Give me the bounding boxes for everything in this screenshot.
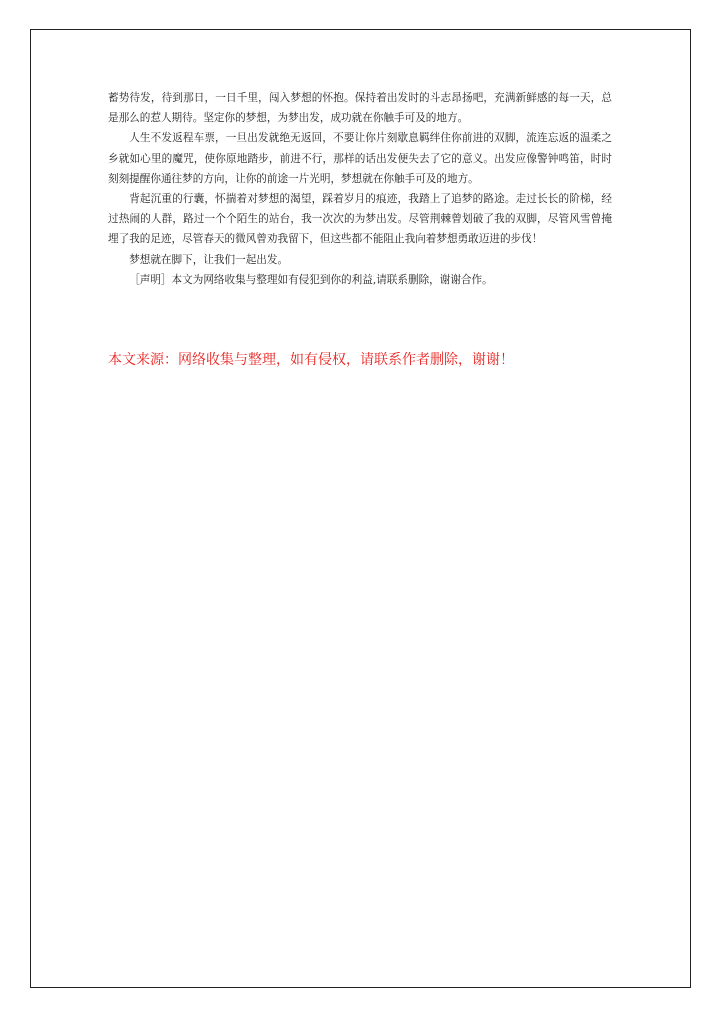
document-body [108, 88, 612, 290]
source-note: 本文来源：网络收集与整理，如有侵权，请联系作者删除，谢谢！ [108, 352, 514, 368]
disclaimer-paragraph: ［声明］本文为网络收集与整理如有侵犯到你的利益,请联系删除，谢谢合作。 [129, 273, 493, 286]
paragraph-2: 人生不发返程车票，一旦出发就绝无返回，不要让你片刻歇息羁绊住你前进的双脚，流连忘返的温柔之乡就如心里的魔咒，使你原地踏步，前进不行，那样的话出发便失去了它的意义。出发应像警钟鸣笛，时时刻刻提醒你通往梦的方向，让你的前途一片光明，梦想就在你触手可及的地方。 [108, 132, 612, 185]
paragraph-3: 背起沉重的行囊，怀揣着对梦想的渴望，踩着岁月的痕迹，我踏上了追梦的路途。走过长长的阶梯，经过热闹的人群，路过一个个陌生的站台，我一次次的为梦出发。尽管荆棘曾划破了我的双脚，尽管风雪曾掩埋了我的足迹，尽管春天的微风曾劝我留下，但这些都不能阻止我向着梦想勇敢迈进的步伐！ [108, 193, 612, 246]
paragraph-4: 梦想就在脚下，让我们一起出发。 [129, 253, 289, 266]
paragraph-1: 蓄势待发，待到那日，一日千里，闯入梦想的怀抱。保持着出发时的斗志昂扬吧，充满新鲜感的每一天，总是那么的惹人期待。坚定你的梦想，为梦出发，成功就在你触手可及的地方。 [108, 92, 612, 125]
